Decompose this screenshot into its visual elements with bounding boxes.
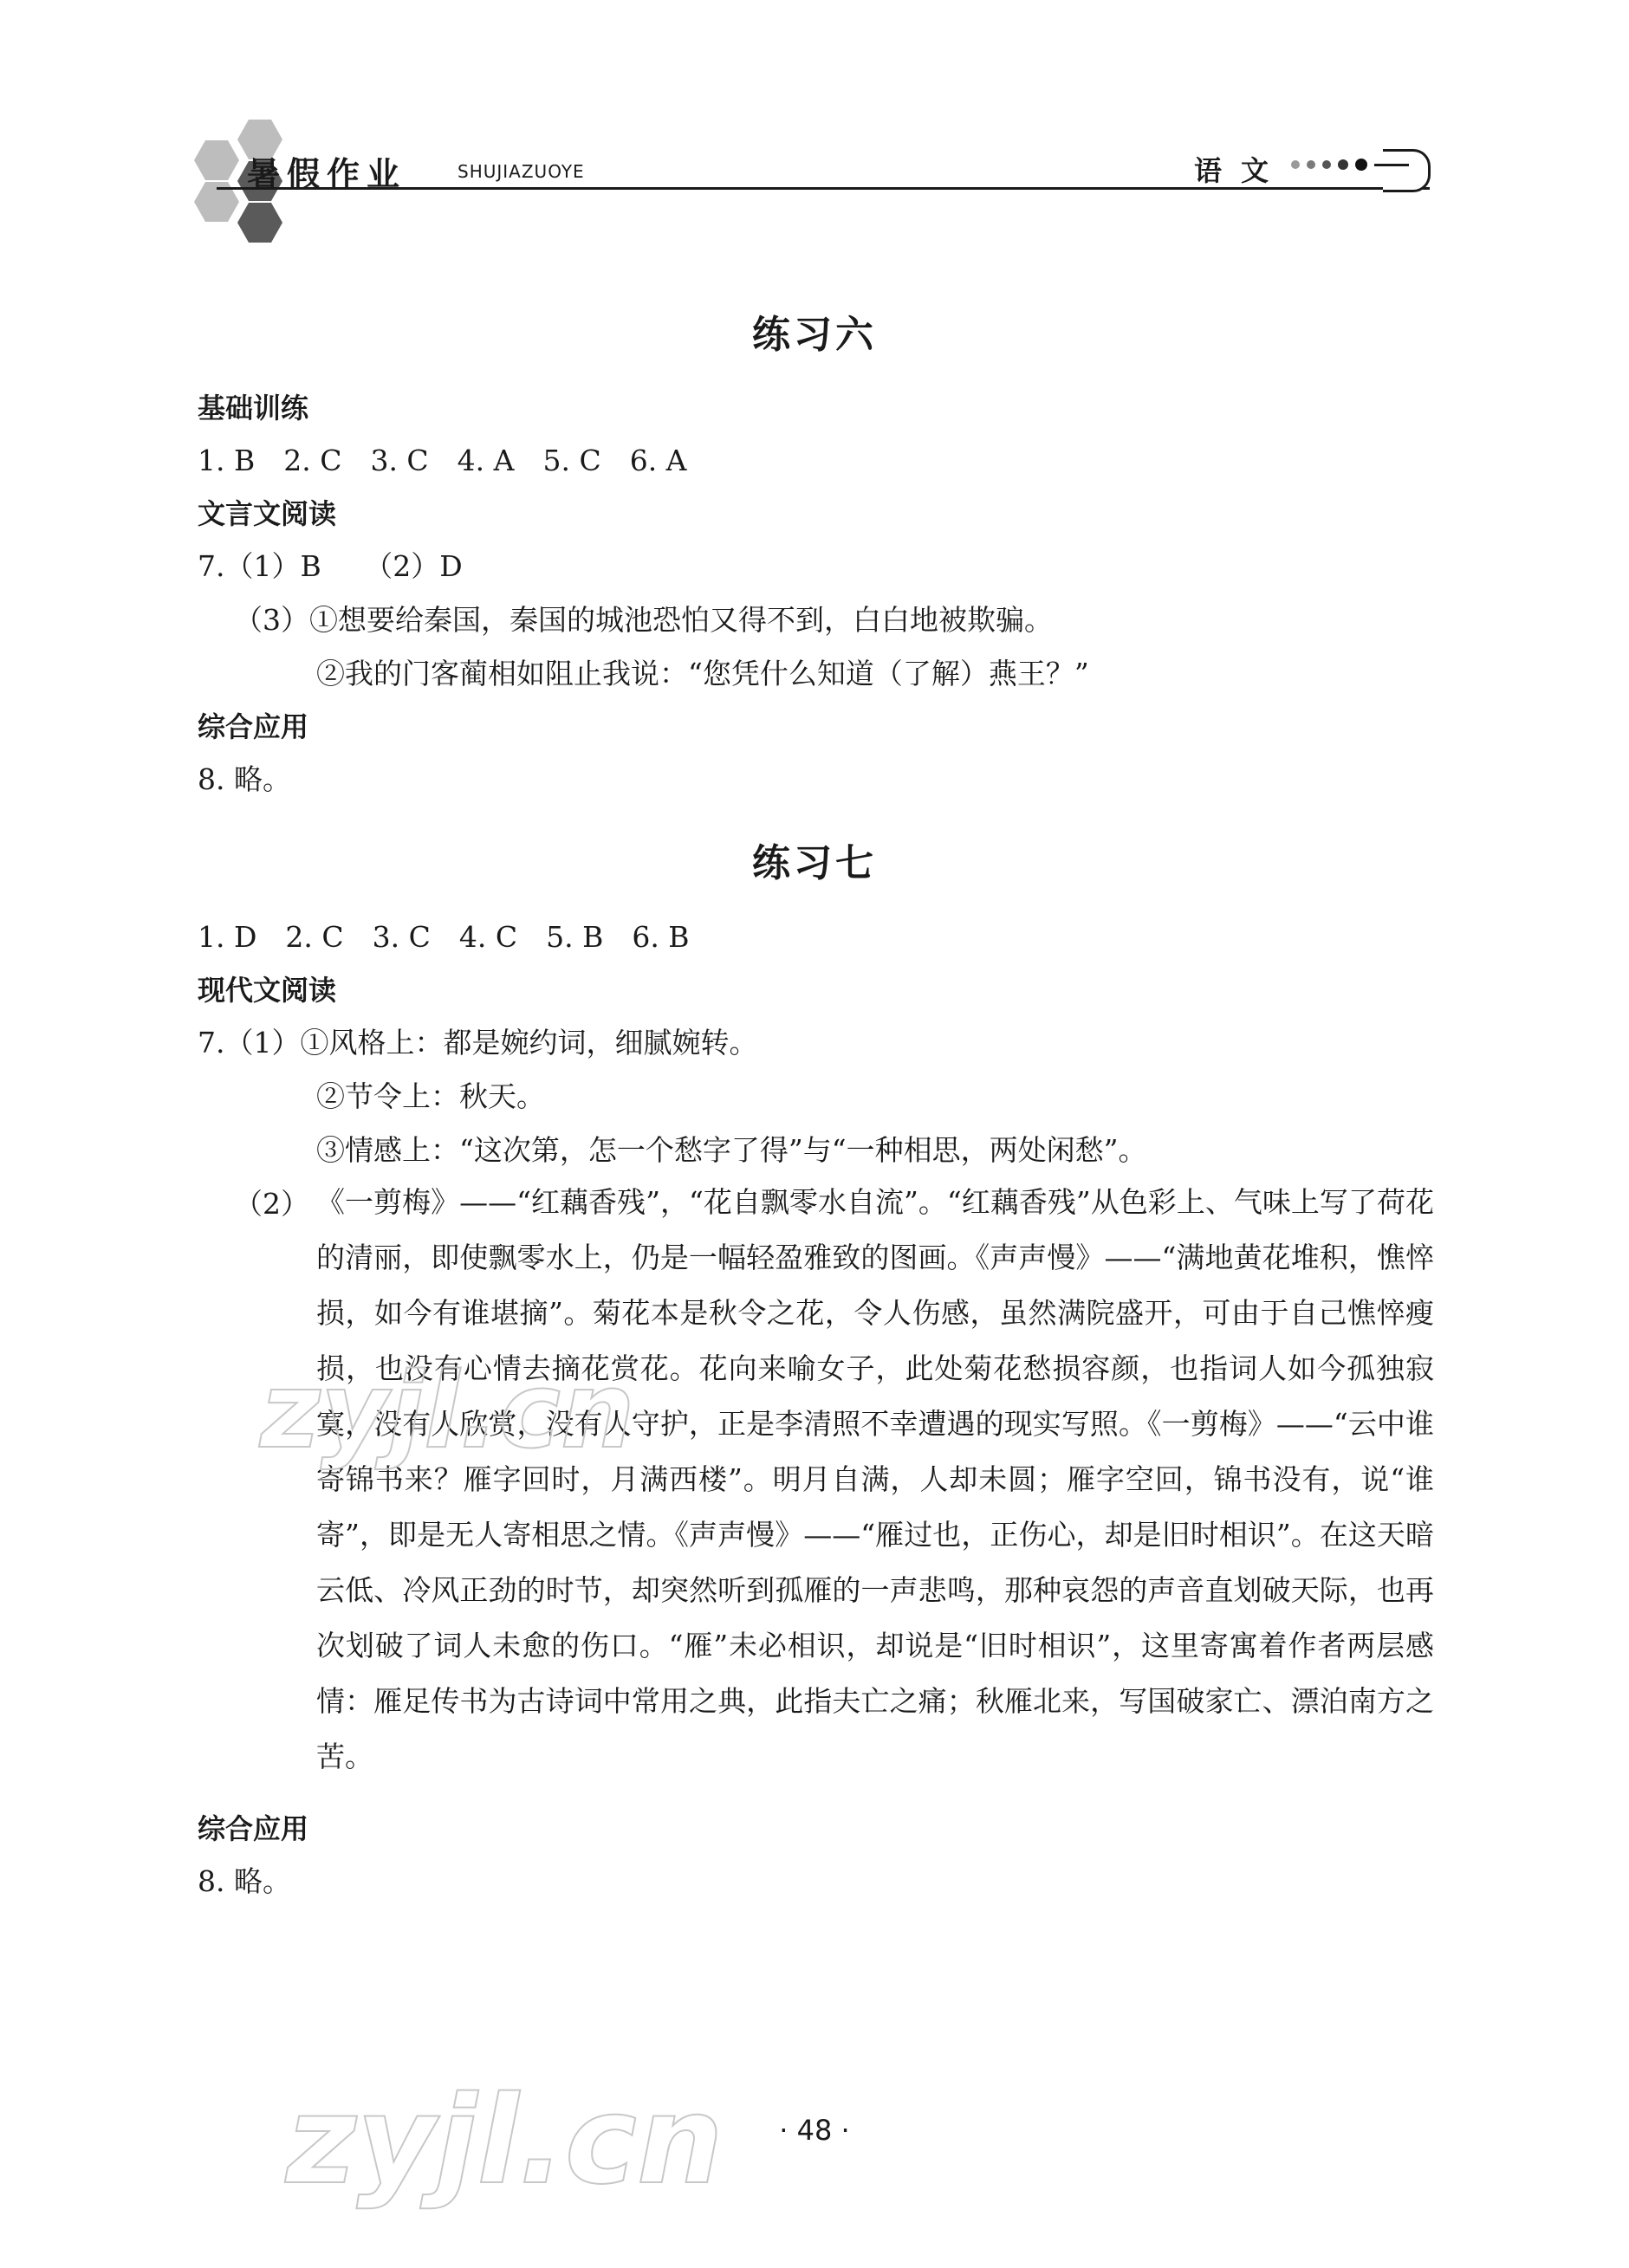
ex7-integrated-heading: 综合应用: [198, 1812, 309, 1845]
dot-line: [1374, 164, 1409, 166]
ex6-integrated-heading: 综合应用: [198, 710, 309, 743]
hexagon-decoration: [237, 203, 282, 243]
page-header: [0, 0, 1629, 251]
header-rule-end: [1383, 149, 1431, 192]
ex7-q7-1-b: ②节令上：秋天。: [316, 1079, 545, 1113]
header-dots: [1291, 159, 1409, 171]
exercise-7-title: 练习七: [752, 841, 877, 885]
classical-reading-heading: 文言文阅读: [198, 497, 337, 530]
watermark-logo: zyjl.cn: [260, 1351, 635, 1472]
ex7-q8: 8. 略。: [198, 1864, 291, 1898]
watermark-logo: zyjl.cn: [286, 2070, 724, 2212]
ex6-q7-3-a: （3）①想要给秦国，秦国的城池恐怕又得不到，白白地被欺骗。: [234, 603, 1053, 637]
page-number: · 48 ·: [779, 2114, 850, 2147]
dot: [1338, 159, 1348, 170]
modern-reading-heading: 现代文阅读: [198, 974, 337, 1007]
ex7-answers: 1. D 2. C 3. C 4. C 5. B 6. B: [198, 920, 690, 954]
ex7-q7-2-label: （2）: [234, 1187, 309, 1221]
dot: [1355, 159, 1367, 171]
subject-label: 语文: [1194, 154, 1288, 187]
brand-pinyin: SHUJIAZUOYE: [458, 161, 585, 182]
ex7-q7-2-paragraph: 《一剪梅》——“红藕香残”，“花自飘零水自流”。“红藕香残”从色彩上、气味上写了荷花的清丽，即使飘零水上，仍是一幅轻盈雅致的图画。《声声慢》——“满地黄花堆积，憔悴损，如今有谁堪摘”。菊花本是秋令之花，令人伤感，虽然满院盛开，可由于自己憔悴瘦损，也没有心情去摘花赏花。花向来喻女子，此处菊花愁损容颜，也指词人如今孤独寂寞，没有人欣赏，没有人守护，正是李清照不幸遭遇的现实写照。《一剪梅》——“云中谁寄锦书来？雁字回时，月满西楼”。明月自满，人却未圆；雁字空回，锦书没有，说“谁寄”，即是无人寄相思之情。《声声慢》——“雁过也，正伤心，却是旧时相识”。在这天暗云低、冷风正劲的时节，却突然听到孤雁的一声悲鸣，那种哀怨的声音直划破天际，也再次划破了词人未愈的伤口。“雁”未必相识，却说是“旧时相识”，这里寄寓着作者两层感情：雁足传书为古诗词中常用之典，此指夫亡之痛；秋雁北来，写国破家亡、漂泊南方之苦。: [316, 1185, 1434, 1773]
ex6-q7-3-b: ②我的门客蔺相如阻止我说：“您凭什么知道（了解）燕王？”: [316, 657, 1089, 690]
basic-training-heading: 基础训练: [198, 392, 309, 424]
ex6-basic-answers: 1. B 2. C 3. C 4. A 5. C 6. A: [198, 444, 687, 477]
ex6-q8: 8. 略。: [198, 762, 291, 796]
exercise-6-title: 练习六: [752, 313, 877, 357]
ex6-q7-line1: 7.（1）B （2）D: [198, 549, 463, 583]
dot: [1307, 160, 1315, 169]
ex7-q7-1-a: 7.（1）①风格上：都是婉约词，细腻婉转。: [198, 1026, 758, 1059]
dot: [1291, 160, 1300, 169]
dot: [1322, 160, 1331, 169]
ex7-q7-1-c: ③情感上：“这次第，怎一个愁字了得”与“一种相思，两处闲愁”。: [316, 1133, 1147, 1167]
brand-title: 暑假作业: [247, 154, 407, 193]
